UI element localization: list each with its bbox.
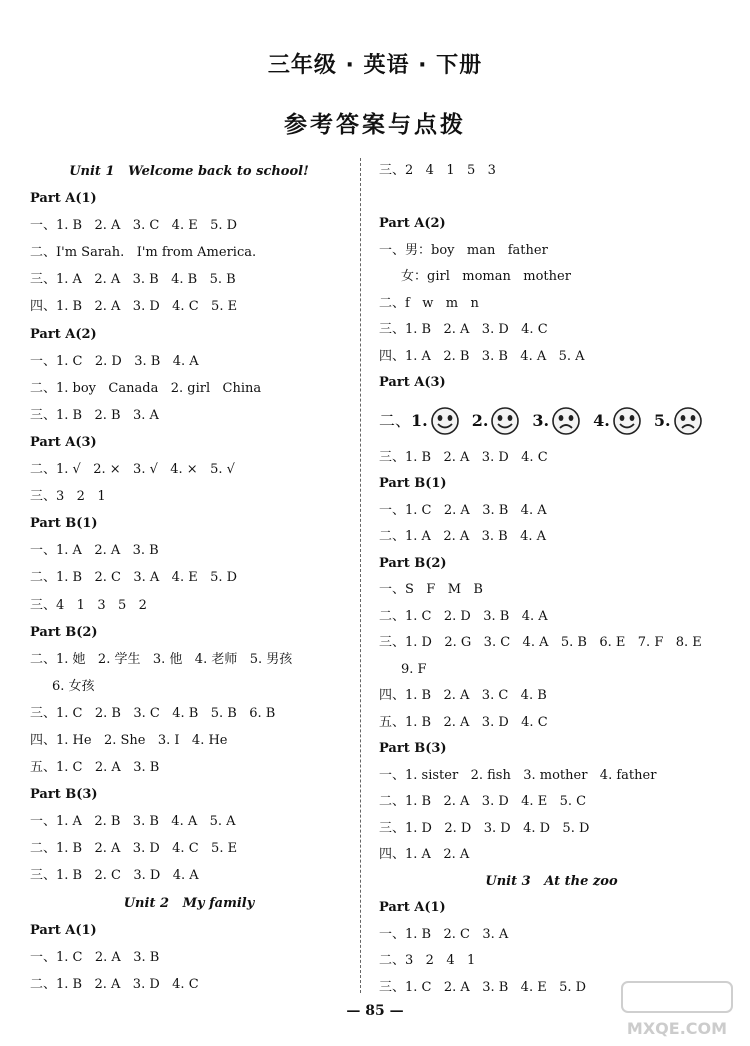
face-answer-item bbox=[654, 397, 703, 445]
smiley-face-icon bbox=[430, 406, 460, 436]
answer-line: 6. 女孩 bbox=[52, 678, 95, 694]
part-heading: Part B(2) bbox=[30, 624, 98, 640]
faces-prefix: 二、 bbox=[379, 410, 412, 430]
answer-line: 二、1. B 2. C 3. A 4. E 5. D bbox=[30, 570, 238, 586]
answer-line: 二、1. C 2. D 3. B 4. A bbox=[379, 608, 548, 624]
part-heading: Part B(3) bbox=[379, 741, 447, 756]
answer-line: 三、1. C 2. B 3. C 4. B 5. B 6. B bbox=[30, 705, 276, 721]
answer-line: 一、S F M B bbox=[379, 582, 483, 597]
answer-line: 一、1. C 2. A 3. B bbox=[30, 949, 160, 965]
part-heading: Part A(3) bbox=[30, 434, 97, 450]
face-answer-item bbox=[472, 397, 521, 445]
face-answer-number: 3. bbox=[532, 410, 550, 430]
part-heading: Part A(1) bbox=[379, 900, 446, 915]
answer-line: 一、1. A 2. B 3. B 4. A 5. A bbox=[30, 814, 236, 830]
answer-line: 一、1. B 2. C 3. A bbox=[379, 926, 509, 942]
answer-line: 三、1. B 2. C 3. D 4. A bbox=[30, 868, 199, 884]
answer-line: 三、1. C 2. A 3. B 4. E 5. D bbox=[379, 979, 587, 995]
answer-line: 四、1. He 2. She 3. I 4. He bbox=[30, 732, 228, 748]
sad-face-icon bbox=[551, 406, 581, 436]
face-answer-number: 1. bbox=[411, 410, 428, 430]
answer-line: 二、3 2 4 1 bbox=[379, 953, 476, 968]
faces-answer-line bbox=[379, 397, 724, 445]
answer-line: 五、1. B 2. A 3. D 4. C bbox=[379, 714, 548, 730]
answer-line: 三、1. A 2. A 3. B 4. B 5. B bbox=[30, 272, 236, 288]
answer-line: 一、1. C 2. A 3. B 4. A bbox=[379, 502, 547, 518]
answer-line: 三、1. B 2. A 3. D 4. C bbox=[379, 449, 548, 465]
answer-line: 一、1. C 2. D 3. B 4. A bbox=[30, 353, 199, 369]
face-answer-number: 4. bbox=[593, 410, 610, 430]
part-heading: Part B(1) bbox=[30, 516, 98, 532]
part-heading: Part A(1) bbox=[30, 191, 97, 207]
part-heading: Part A(2) bbox=[379, 216, 446, 231]
part-heading: Part B(1) bbox=[379, 476, 447, 491]
answer-line: 二、1. B 2. A 3. D 4. E 5. C bbox=[379, 794, 587, 809]
left-column bbox=[30, 158, 348, 998]
answer-line bbox=[379, 185, 724, 212]
face-answer-number: 5. bbox=[653, 410, 671, 430]
page-number: — 85 — bbox=[346, 1003, 404, 1019]
smiley-face-icon bbox=[490, 406, 520, 436]
watermark-text: MXQE.COM bbox=[626, 1019, 728, 1038]
answer-line: 二、f w m n bbox=[379, 295, 479, 311]
part-heading: Part A(1) bbox=[30, 922, 97, 938]
answer-line: 一、1. sister 2. fish 3. mother 4. father bbox=[379, 767, 657, 783]
unit-heading: Unit 2 My family bbox=[123, 895, 255, 911]
answer-line: 四、1. A 2. A bbox=[379, 847, 470, 862]
smiley-face-icon bbox=[612, 406, 642, 436]
answer-line: 三、4 1 3 5 2 bbox=[30, 597, 147, 613]
face-answer-number: 2. bbox=[471, 410, 489, 430]
face-answer-item bbox=[411, 397, 460, 445]
answer-line: 女：girl moman mother bbox=[401, 269, 571, 284]
answer-line: 二、1. A 2. A 3. B 4. A bbox=[379, 529, 547, 544]
page-title: 三年级 · 英语 · 下册 bbox=[267, 53, 483, 78]
answer-line: 四、1. B 2. A 3. D 4. C 5. E bbox=[30, 299, 238, 315]
watermark-logo bbox=[612, 978, 742, 1042]
answer-line: 三、1. D 2. G 3. C 4. A 5. B 6. E 7. F 8. E bbox=[379, 635, 702, 650]
answer-line: 一、1. B 2. A 3. C 4. E 5. D bbox=[30, 218, 238, 234]
unit-heading: Unit 1 Welcome back to school! bbox=[69, 164, 309, 179]
answer-line: 三、1. B 2. B 3. A bbox=[30, 407, 159, 423]
face-answer-item bbox=[593, 397, 642, 445]
answer-line: 三、1. B 2. A 3. D 4. C bbox=[379, 322, 548, 337]
answer-line: 三、2 4 1 5 3 bbox=[379, 163, 496, 178]
part-heading: Part A(3) bbox=[379, 375, 446, 390]
answer-line: 二、1. √ 2. × 3. √ 4. × 5. √ bbox=[30, 462, 235, 478]
part-heading: Part B(3) bbox=[30, 787, 98, 803]
answer-line: 四、1. A 2. B 3. B 4. A 5. A bbox=[379, 348, 585, 364]
answer-line: 三、3 2 1 bbox=[30, 489, 106, 505]
answer-line: 二、1. B 2. A 3. D 4. C bbox=[30, 976, 199, 992]
answer-line: 五、1. C 2. A 3. B bbox=[30, 760, 160, 776]
answer-line: 三、1. D 2. D 3. D 4. D 5. D bbox=[379, 820, 590, 836]
right-column bbox=[379, 158, 724, 1001]
part-heading: Part A(2) bbox=[30, 326, 97, 342]
answer-line: 二、1. B 2. A 3. D 4. C 5. E bbox=[30, 841, 238, 857]
answer-line: 9. F bbox=[401, 661, 427, 677]
answer-line: 二、I'm Sarah. I'm from America. bbox=[30, 245, 257, 261]
answer-line: 二、1. 她 2. 学生 3. 他 4. 老师 5. 男孩 bbox=[30, 651, 293, 667]
part-heading: Part B(2) bbox=[379, 555, 447, 571]
answer-line: 一、男：boy man father bbox=[379, 242, 548, 258]
answer-line: 一、1. A 2. A 3. B bbox=[30, 543, 159, 559]
answer-line: 四、1. B 2. A 3. C 4. B bbox=[379, 688, 547, 703]
page-subtitle: 参考答案与点拨 bbox=[284, 112, 466, 138]
answer-line: 二、1. boy Canada 2. girl China bbox=[30, 380, 262, 396]
column-divider bbox=[360, 158, 361, 993]
sad-face-icon bbox=[673, 406, 703, 436]
unit-heading: Unit 3 At the zoo bbox=[485, 873, 618, 889]
face-answer-item bbox=[532, 397, 581, 445]
